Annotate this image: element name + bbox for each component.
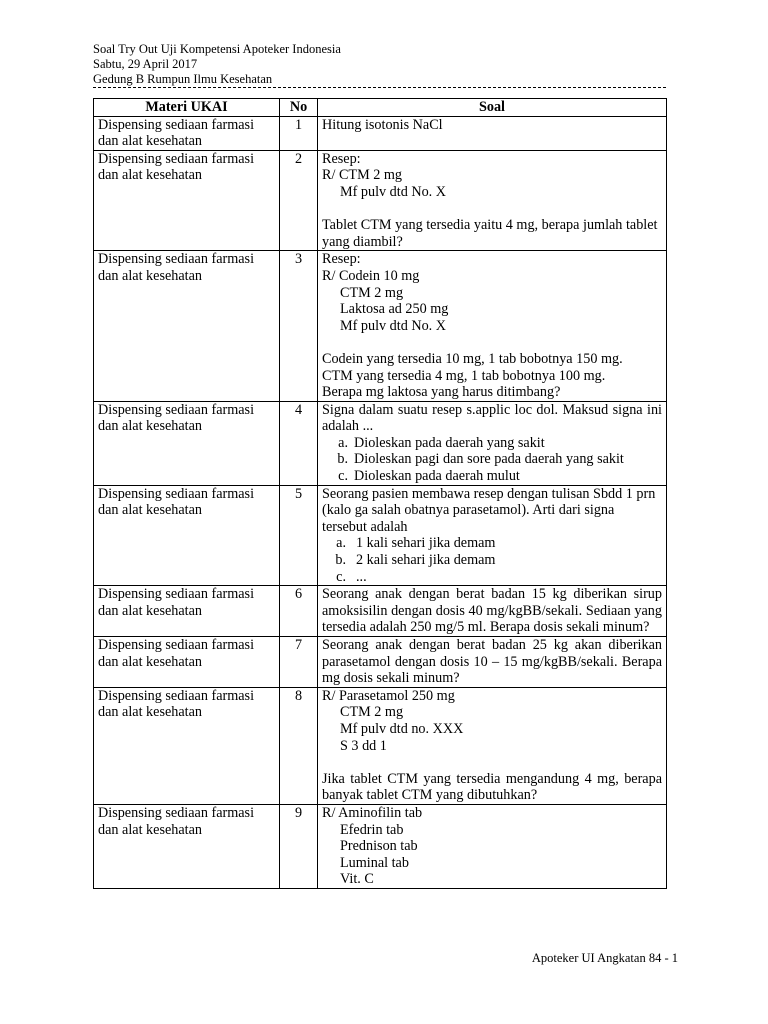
table-row	[94, 586, 667, 637]
table-row	[94, 485, 667, 586]
question-number: 1	[280, 116, 318, 150]
table-row	[94, 116, 667, 150]
question-text: Resep: R/ CTM 2 mg Mf pulv dtd No. X Tablet CTM yang tersedia yaitu 4 mg, berapa jumlah tablet yang diambil?	[318, 150, 667, 251]
table-row	[94, 150, 667, 251]
materi-cell: Dispensing sediaan farmasi dan alat kesehatan	[94, 586, 280, 637]
question-table	[93, 98, 667, 889]
question-number: 7	[280, 637, 318, 688]
column-header-no: No	[280, 99, 318, 117]
column-header-materi: Materi UKAI	[94, 99, 280, 117]
materi-cell: Dispensing sediaan farmasi dan alat kesehatan	[94, 804, 280, 888]
question-number: 5	[280, 485, 318, 586]
answer-option: b. Dioleskan pagi dan sore pada daerah yang sakit	[337, 451, 624, 468]
answer-option: a. Dioleskan pada daerah yang sakit	[338, 434, 545, 451]
question-text: Seorang pasien membawa resep dengan tulisan Sbdd 1 prn (kalo ga salah obatnya parasetamol). Arti dari signa tersebut adalah a. 1 kali sehari jika demam b. 2 kali sehari jika demam c. ...	[318, 485, 667, 586]
question-text: Seorang anak dengan berat badan 15 kg diberikan sirup amoksisilin dengan dosis 40 mg/kgBB/sekali. Sediaan yang tersedia adalah 250 mg/5 ml. Berapa dosis sekali minum?	[318, 586, 667, 637]
answer-option: c. ...	[336, 568, 367, 585]
question-number: 8	[280, 687, 318, 804]
page-header	[93, 42, 341, 87]
page-footer: Apoteker UI Angkatan 84 - 1	[531, 951, 678, 965]
question-text: R/ Aminofilin tab Efedrin tab Prednison tab Luminal tab Vit. C	[318, 804, 667, 888]
table-row	[94, 401, 667, 485]
answer-option: b. 2 kali sehari jika demam	[335, 552, 496, 569]
answer-option: a. 1 kali sehari jika demam	[336, 535, 496, 552]
question-text: Seorang anak dengan berat badan 25 kg akan diberikan parasetamol dengan dosis 10 – 15 mg/kgBB/sekali. Berapa mg dosis sekali minum?	[318, 637, 667, 688]
materi-cell: Dispensing sediaan farmasi dan alat kesehatan	[94, 401, 280, 485]
materi-cell: Dispensing sediaan farmasi dan alat kesehatan	[94, 150, 280, 251]
question-number: 9	[280, 804, 318, 888]
header-date: Sabtu, 29 April 2017	[93, 57, 198, 71]
header-title: Soal Try Out Uji Kompetensi Apoteker Indonesia	[93, 42, 341, 56]
materi-cell: Dispensing sediaan farmasi dan alat kesehatan	[94, 251, 280, 401]
question-number: 3	[280, 251, 318, 401]
question-text: Resep: R/ Codein 10 mg CTM 2 mg Laktosa ad 250 mg Mf pulv dtd No. X Codein yang tersedia 10 mg, 1 tab bobotnya 150 mg. CTM yang tersedia 4 mg, 1 tab bobotnya 100 mg. Berapa mg laktosa yang harus ditimbang?	[318, 251, 667, 401]
question-text: Hitung isotonis NaCl	[318, 116, 667, 150]
materi-cell: Dispensing sediaan farmasi dan alat kesehatan	[94, 116, 280, 150]
answer-option: c. Dioleskan pada daerah mulut	[338, 468, 520, 485]
materi-cell: Dispensing sediaan farmasi dan alat kesehatan	[94, 687, 280, 804]
header-location: Gedung B Rumpun Ilmu Kesehatan	[93, 72, 273, 86]
table-row	[94, 687, 667, 804]
question-number: 6	[280, 586, 318, 637]
column-header-soal: Soal	[318, 99, 667, 117]
question-text: Signa dalam suatu resep s.applic loc dol. Maksud signa ini adalah ... a. Dioleskan pada daerah yang sakit b. Dioleskan pagi dan sore pada daerah yang sakit c. Dioleskan pada daerah mulut	[318, 401, 667, 485]
question-text: R/ Parasetamol 250 mg CTM 2 mg Mf pulv dtd no. XXX S 3 dd 1 Jika tablet CTM yang tersedia mengandung 4 mg, berapa banyak tablet CTM yang dibutuhkan?	[318, 687, 667, 804]
table-header-row	[94, 99, 667, 117]
table-row	[94, 637, 667, 688]
table-row	[94, 251, 667, 401]
table-row	[94, 804, 667, 888]
question-number: 4	[280, 401, 318, 485]
materi-cell: Dispensing sediaan farmasi dan alat kesehatan	[94, 637, 280, 688]
materi-cell: Dispensing sediaan farmasi dan alat kesehatan	[94, 485, 280, 586]
question-number: 2	[280, 150, 318, 251]
header-dashed-divider	[93, 87, 666, 88]
